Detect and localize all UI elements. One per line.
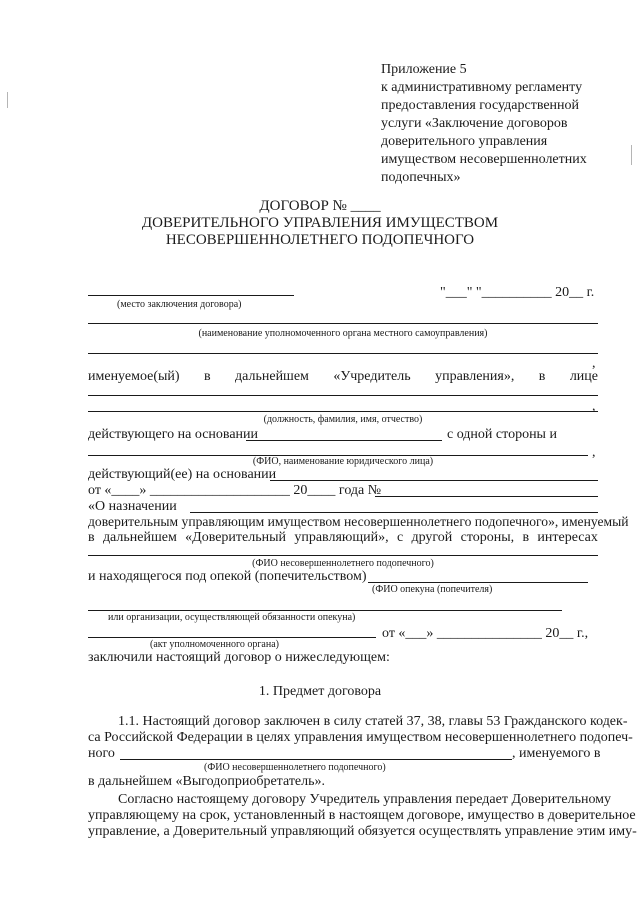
named-word-1: именуемое(ый): [88, 369, 180, 384]
manager-word-5: с: [396, 530, 404, 545]
acting2-blank: [270, 480, 598, 481]
minor-blank-1: [88, 555, 598, 556]
manager-word-7: стороны,: [460, 530, 515, 545]
section-1-heading: 1. Предмет договора: [258, 684, 382, 699]
manager-word-2: дальнейшем: [102, 530, 177, 545]
manager-word-8: в: [522, 530, 530, 545]
appendix-line-5: доверительного управления: [381, 134, 548, 149]
p1-line-1: 1.1. Настоящий договор заключен в силу статей 37, 38, главы 53 Гражданского кодек-: [118, 714, 628, 729]
p2-line-2: управляющему на срок, установленный в настоящем договоре, имущество в доверительное: [88, 808, 636, 823]
p1-line-2: са Российской Федерации в целях управления имуществом несовершеннолетнего подопеч-: [88, 730, 633, 745]
guardian-blank: [368, 582, 588, 583]
manager-word-3: «Доверительный: [185, 530, 287, 545]
appendix-line-3: предоставления государственной: [381, 98, 580, 113]
place-hint: (место заключения договора): [117, 299, 242, 310]
acting2-from: от «____» ____________________ 20____ года №: [88, 483, 382, 498]
appointment-blank: [190, 512, 598, 513]
place-blank: [88, 295, 294, 296]
one-side-label: с одной стороны и: [447, 427, 557, 442]
named-word-3: дальнейшем: [235, 369, 309, 384]
p1-minor-blank: [120, 759, 512, 760]
act-blank: [88, 637, 376, 638]
position-hint: (должность, фамилия, имя, отчество): [263, 414, 423, 425]
organ-blank: [88, 323, 598, 324]
person-blank-1: [88, 395, 598, 396]
p1-line-3b: , именуемого в: [512, 746, 601, 761]
manager-word-6: другой: [411, 530, 453, 545]
scan-mark-right: [631, 145, 632, 165]
named-word-2: в: [203, 369, 211, 384]
org-guardian-hint: или организации, осуществляющей обязанности опекуна): [108, 612, 356, 623]
org-guardian-blank: [88, 610, 562, 611]
organ-comma: ,: [592, 356, 596, 371]
p1-line-3a: ного: [88, 746, 115, 761]
contract-title-line-2: ДОВЕРИТЕЛЬНОГО УПРАВЛЕНИЯ ИМУЩЕСТВОМ: [141, 215, 499, 231]
acting-basis-blank: [246, 440, 442, 441]
manager-word-9: интересах: [537, 530, 598, 545]
guardian-hint: (ФИО опекуна (попечителя): [372, 584, 493, 595]
appointment-label: «О назначении: [88, 499, 177, 514]
person-comma: ,: [592, 399, 596, 414]
manager-word-4: управляющий»,: [294, 530, 389, 545]
named-row-1: [88, 369, 598, 385]
fio-org-hint: (ФИО, наименование юридического лица): [252, 456, 434, 467]
acting-basis-label: действующего на основании: [88, 427, 259, 442]
contract-title-line-3: НЕСОВЕРШЕННОЛЕТНЕГО ПОДОПЕЧНОГО: [165, 232, 475, 248]
second-party-comma: ,: [592, 445, 596, 460]
appendix-line-1: Приложение 5: [381, 62, 467, 77]
scan-mark-left: [7, 92, 8, 108]
concluded-text: заключили настоящий договор о нижеследующем:: [88, 650, 390, 665]
appendix-line-6: имуществом несовершеннолетних: [381, 152, 587, 167]
contract-date: "___" "__________ 20__ г.: [440, 285, 595, 300]
manager-line-1: доверительным управляющим имуществом несовершеннолетнего подопечного», именуемый: [88, 514, 629, 529]
manager-word-1: в: [88, 530, 95, 545]
appendix-line-4: услуги «Заключение договоров: [381, 116, 568, 131]
guardianship-label: и находящегося под опекой (попечительством): [88, 569, 367, 584]
named-word-7: лице: [569, 369, 598, 384]
p1-minor-hint: (ФИО несовершеннолетнего подопечного): [204, 762, 386, 773]
contract-title-number: ДОГОВОР № ____: [259, 198, 381, 214]
organ-blank-2: [88, 353, 598, 354]
act-hint: (акт уполномоченного органа): [150, 639, 279, 650]
p2-line-3: управление, а Доверительный управляющий обязуется осуществлять управление этим иму-: [88, 824, 637, 839]
acting2-number-blank: [375, 496, 598, 497]
manager-line-2: [88, 530, 598, 546]
acting2-label: действующий(ее) на основании: [88, 467, 277, 482]
p1-line-4: в дальнейшем «Выгодоприобретатель».: [88, 774, 326, 789]
named-word-5: управления»,: [435, 369, 515, 384]
organ-hint: (наименование уполномоченного органа местного самоуправления): [198, 328, 488, 339]
appendix-line-2: к административному регламенту: [381, 80, 583, 95]
p2-line-1: Согласно настоящему договору Учредитель управления передает Доверительному: [118, 792, 612, 807]
act-date: от «___» _______________ 20__ г.,: [382, 626, 589, 641]
appendix-line-7: подопечных»: [381, 170, 461, 185]
person-blank-2: [88, 411, 598, 412]
minor-hint-1: (ФИО несовершеннолетнего подопечного): [252, 558, 434, 569]
named-word-6: в: [538, 369, 546, 384]
named-word-4: «Учредитель: [333, 369, 411, 384]
